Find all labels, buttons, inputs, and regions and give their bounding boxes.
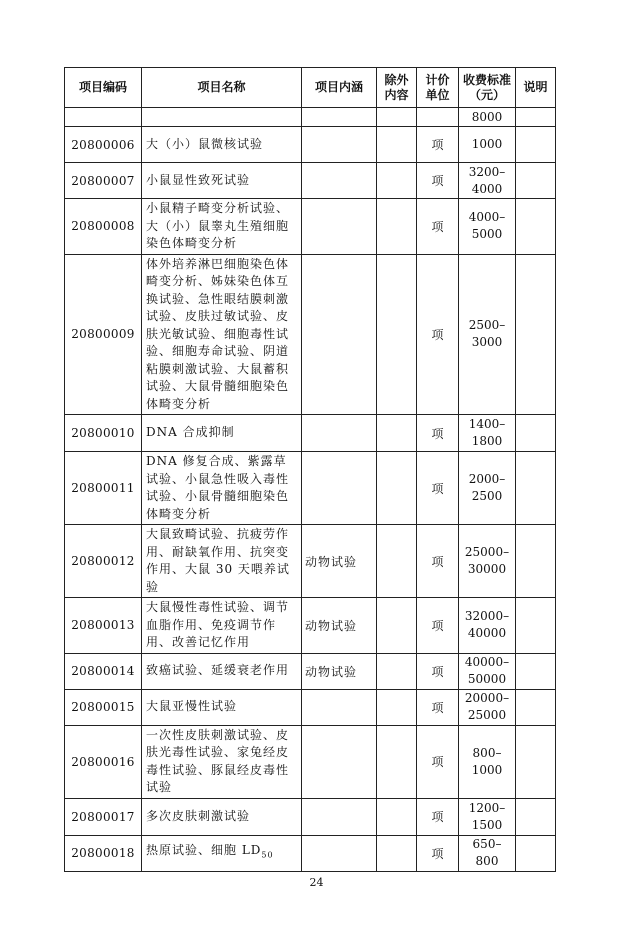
cell-scope — [302, 689, 377, 725]
cell-note — [516, 525, 556, 598]
cell-scope — [302, 452, 377, 525]
cell-name-subscript: 50 — [261, 850, 274, 860]
cell-unit-text: 项 — [431, 219, 444, 234]
cell-name-text: DNA 合成抑制 — [146, 425, 235, 440]
cell-unit — [417, 199, 459, 255]
cell-fee-text: 25000– 30000 — [464, 545, 510, 576]
cell-code — [65, 689, 142, 725]
cell-name — [142, 254, 302, 415]
carry-fee: 8000 — [459, 108, 516, 127]
table-row — [65, 653, 556, 689]
cell-note — [516, 199, 556, 255]
cell-code — [65, 452, 142, 525]
cell-scope — [302, 415, 377, 452]
cell-name-text: 多次皮肤刺激试验 — [146, 808, 251, 823]
cell-unit-text: 项 — [431, 481, 444, 496]
header-unit: 计价单位 — [417, 68, 459, 108]
cell-unit-text: 项 — [431, 174, 444, 188]
cell-name-text: 大鼠亚慢性试验 — [146, 699, 238, 714]
cell-scope — [302, 525, 377, 598]
cell-note — [516, 415, 556, 452]
carry-note — [516, 108, 556, 127]
cell-note — [516, 598, 556, 654]
cell-code — [65, 798, 142, 835]
cell-code — [65, 163, 142, 199]
cell-code-text: 20800009 — [71, 327, 135, 342]
cell-name-text: 热原试验、细胞 LD — [146, 843, 262, 858]
cell-unit — [417, 798, 459, 835]
cell-scope-text: 动物试验 — [305, 664, 358, 679]
cell-code-text: 20800014 — [71, 664, 135, 678]
cell-code-text: 20800013 — [71, 618, 135, 633]
carry-name — [142, 108, 302, 127]
cell-code — [65, 525, 142, 598]
cell-unit — [417, 525, 459, 598]
table-row — [65, 163, 556, 199]
cell-name — [142, 199, 302, 255]
cell-exclusions — [377, 598, 417, 654]
cell-exclusions — [377, 415, 417, 452]
table-row — [65, 415, 556, 452]
cell-unit-text: 项 — [431, 700, 444, 715]
cell-name — [142, 798, 302, 835]
cell-scope-text: 动物试验 — [305, 554, 358, 569]
cell-exclusions — [377, 525, 417, 598]
cell-fee — [459, 835, 516, 871]
cell-code-text: 20800017 — [71, 809, 135, 824]
cell-name-text: 小鼠显性致死试验 — [146, 172, 251, 187]
table-row — [65, 525, 556, 598]
cell-fee — [459, 525, 516, 598]
cell-note — [516, 452, 556, 525]
cell-scope — [302, 798, 377, 835]
table-row — [65, 127, 556, 163]
cell-code — [65, 653, 142, 689]
cell-fee-text: 2500– 3000 — [468, 318, 506, 350]
cell-unit-text: 项 — [431, 618, 444, 633]
cell-fee — [459, 163, 516, 199]
cell-unit-text: 项 — [431, 426, 444, 441]
cell-code-text: 20800007 — [71, 173, 135, 188]
table-row — [65, 598, 556, 654]
cell-name-text: DNA 修复合成、紫露草试验、小鼠急性吸入毒性试验、小鼠骨髓细胞染色体畸变分析 — [146, 454, 290, 521]
header-name: 项目名称 — [142, 68, 302, 108]
header-scope: 项目内涵 — [302, 68, 377, 108]
cell-unit — [417, 598, 459, 654]
cell-scope-text: 动物试验 — [305, 618, 358, 633]
cell-unit-text: 项 — [431, 755, 444, 769]
cell-unit — [417, 163, 459, 199]
cell-note — [516, 725, 556, 798]
cell-fee — [459, 725, 516, 798]
cell-name — [142, 525, 302, 598]
cell-fee — [459, 199, 516, 255]
table-row — [65, 199, 556, 255]
cell-fee — [459, 598, 516, 654]
cell-note — [516, 798, 556, 835]
cell-code — [65, 835, 142, 871]
cell-exclusions — [377, 689, 417, 725]
cell-fee-text: 40000– 50000 — [464, 655, 510, 686]
cell-code-text: 20800011 — [71, 481, 135, 495]
cell-unit — [417, 653, 459, 689]
carry-code — [65, 108, 142, 127]
cell-name — [142, 835, 302, 871]
cell-unit-text: 项 — [431, 554, 444, 569]
cell-fee — [459, 127, 516, 163]
cell-name-text: 一次性皮肤刺激试验、皮肤光毒性试验、家兔经皮毒性试验、豚鼠经皮毒性试验 — [146, 727, 290, 794]
cell-code — [65, 415, 142, 452]
cell-fee-text: 20000– 25000 — [464, 691, 510, 722]
cell-exclusions — [377, 199, 417, 255]
cell-code-text: 20800016 — [71, 754, 135, 769]
header-note: 说明 — [516, 68, 556, 108]
cell-fee — [459, 452, 516, 525]
cell-name-text: 大鼠慢性毒性试验、调节血脂作用、免疫调节作用、改善记忆作用 — [146, 600, 290, 649]
cell-unit — [417, 415, 459, 452]
cell-unit-text: 项 — [431, 846, 444, 861]
cell-note — [516, 254, 556, 415]
cell-unit-text: 项 — [431, 664, 444, 679]
cell-unit — [417, 452, 459, 525]
cell-exclusions — [377, 163, 417, 199]
cell-code — [65, 725, 142, 798]
cell-code-text: 20800010 — [71, 426, 135, 440]
cell-name-text: 致癌试验、延缓衰老作用 — [146, 663, 290, 678]
cell-code-text: 20800008 — [71, 219, 135, 234]
cell-name-text: 小鼠精子畸变分析试验、大（小）鼠睾丸生殖细胞染色体畸变分析 — [146, 201, 290, 250]
cell-name — [142, 653, 302, 689]
cell-fee-text: 1000 — [471, 137, 503, 151]
cell-code — [65, 254, 142, 415]
cell-code-text: 20800006 — [71, 137, 135, 152]
cell-exclusions — [377, 254, 417, 415]
cell-fee-text: 1400– 1800 — [468, 417, 506, 448]
cell-exclusions — [377, 798, 417, 835]
cell-unit — [417, 254, 459, 415]
cell-unit-text: 项 — [431, 327, 444, 342]
cell-unit-text: 项 — [431, 810, 444, 824]
cell-fee-text: 32000– 40000 — [464, 609, 510, 641]
header-code: 项目编码 — [65, 68, 142, 108]
cell-code — [65, 199, 142, 255]
page-number: 24 — [309, 876, 324, 889]
cell-code — [65, 598, 142, 654]
cell-unit-text: 项 — [431, 138, 444, 152]
cell-note — [516, 689, 556, 725]
cell-unit — [417, 127, 459, 163]
cell-fee — [459, 415, 516, 452]
cell-scope — [302, 725, 377, 798]
cell-fee-text: 800– 1000 — [471, 745, 503, 777]
cell-note — [516, 653, 556, 689]
cell-unit — [417, 725, 459, 798]
cell-note — [516, 163, 556, 199]
carry-exclusions — [377, 108, 417, 127]
cell-name — [142, 689, 302, 725]
header-row — [65, 68, 556, 108]
cell-scope — [302, 199, 377, 255]
table-row — [65, 798, 556, 835]
cell-exclusions — [377, 725, 417, 798]
cell-code-text: 20800012 — [71, 554, 135, 568]
cell-scope — [302, 653, 377, 689]
cell-note — [516, 127, 556, 163]
cell-note — [516, 835, 556, 871]
carry-scope — [302, 108, 377, 127]
cell-name — [142, 725, 302, 798]
table-row — [65, 452, 556, 525]
cell-fee — [459, 653, 516, 689]
header-exclusions: 除外内容 — [377, 68, 417, 108]
cell-unit — [417, 689, 459, 725]
cell-scope — [302, 163, 377, 199]
cell-scope — [302, 127, 377, 163]
cell-scope — [302, 598, 377, 654]
cell-name — [142, 598, 302, 654]
header-fee: 收费标准（元） — [459, 68, 516, 108]
cell-name-text: 体外培养淋巴细胞染色体畸变分析、姊妹染色体互换试验、急性眼结膜刺激试验、皮肤过敏试验、皮肤光敏试验、细胞毒性试验、细胞寿命试验、阴道粘膜刺激试验、大鼠蓄积试验、大鼠骨髓细胞染色体畸变分析 — [146, 256, 290, 411]
table-row — [65, 725, 556, 798]
table-row — [65, 254, 556, 415]
cell-fee — [459, 798, 516, 835]
cell-fee-text: 650– 800 — [472, 837, 502, 868]
cell-fee-text: 2000– 2500 — [468, 472, 506, 503]
cell-name — [142, 452, 302, 525]
cell-name — [142, 127, 302, 163]
cell-name — [142, 415, 302, 452]
cell-name — [142, 163, 302, 199]
cell-code-text: 20800018 — [71, 846, 135, 860]
table-row — [65, 689, 556, 725]
cell-code-text: 20800015 — [71, 700, 135, 714]
cell-fee — [459, 254, 516, 415]
cell-fee-text: 1200– 1500 — [468, 800, 506, 832]
cell-exclusions — [377, 452, 417, 525]
cell-scope — [302, 835, 377, 871]
carry-unit — [417, 108, 459, 127]
table-row — [65, 835, 556, 871]
cell-code — [65, 127, 142, 163]
cell-name-text: 大（小）鼠微核试验 — [146, 136, 264, 151]
cell-fee-text: 4000– 5000 — [468, 210, 506, 242]
cell-exclusions — [377, 653, 417, 689]
cell-scope — [302, 254, 377, 415]
fee-table — [64, 67, 556, 872]
cell-name-text: 大鼠致畸试验、抗疲劳作用、耐缺氧作用、抗突变作用、大鼠 30 天喂养试验 — [146, 527, 290, 594]
carry-over-row — [65, 108, 556, 127]
cell-exclusions — [377, 835, 417, 871]
cell-exclusions — [377, 127, 417, 163]
cell-fee-text: 3200– 4000 — [468, 164, 506, 196]
cell-unit — [417, 835, 459, 871]
cell-fee — [459, 689, 516, 725]
